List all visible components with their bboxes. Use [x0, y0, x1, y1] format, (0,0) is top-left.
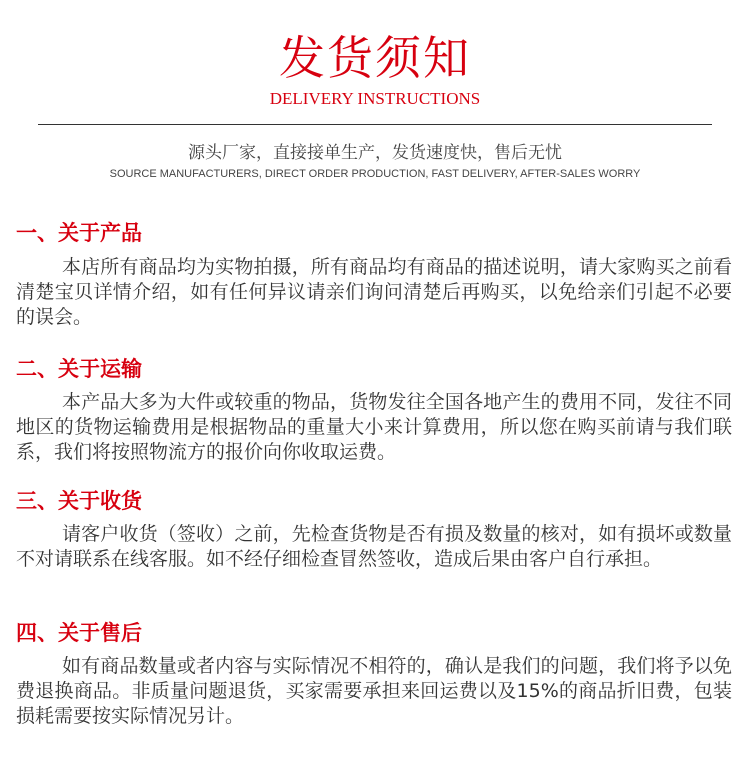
slogan-cn: 源头厂家，直接接单生产，发货速度快，售后无忧: [188, 143, 562, 163]
page-title: 发货须知: [279, 31, 471, 85]
section-body-receiving: 请客户收货（签收）之前，先检查货物是否有损及数量的核对，如有损坏或数量不对请联系在线客服。如不经仔细检查冒然签收，造成后果由客户自行承担。: [16, 523, 732, 570]
section-body-shipping: 本产品大多为大件或较重的物品，货物发往全国各地产生的费用不同，发往不同地区的货物运输费用是根据物品的重量大小来计算费用，所以您在购买前请与我们联系，我们将按照物流方的报价向你收取运费。: [16, 391, 732, 463]
section-title-shipping: 二、关于运输: [16, 357, 142, 381]
section-title-after-sales: 四、关于售后: [16, 621, 142, 645]
section-body-product: 本店所有商品均为实物拍摄，所有商品均有商品的描述说明，请大家购买之前看清楚宝贝详情介绍，如有任何异议请亲们询问清楚后再购买，以免给亲们引起不必要的误会。: [16, 256, 732, 328]
page-subtitle-en: DELIVERY INSTRUCTIONS: [269, 89, 481, 108]
section-title-product: 一、关于产品: [16, 221, 142, 245]
section-title-receiving: 三、关于收货: [16, 489, 142, 513]
slogan-en: SOURCE MANUFACTURERS, DIRECT ORDER PRODUCTION, FAST DELIVERY, AFTER-SALES WORRY: [109, 168, 641, 180]
section-body-after-sales: 如有商品数量或者内容与实际情况不相符的，确认是我们的问题，我们将予以免费退换商品。非质量问题退货，买家需要承担来回运费以及15%的商品折旧费，包装损耗需要按实际情况另计。: [16, 655, 732, 727]
header-divider: [38, 124, 712, 125]
